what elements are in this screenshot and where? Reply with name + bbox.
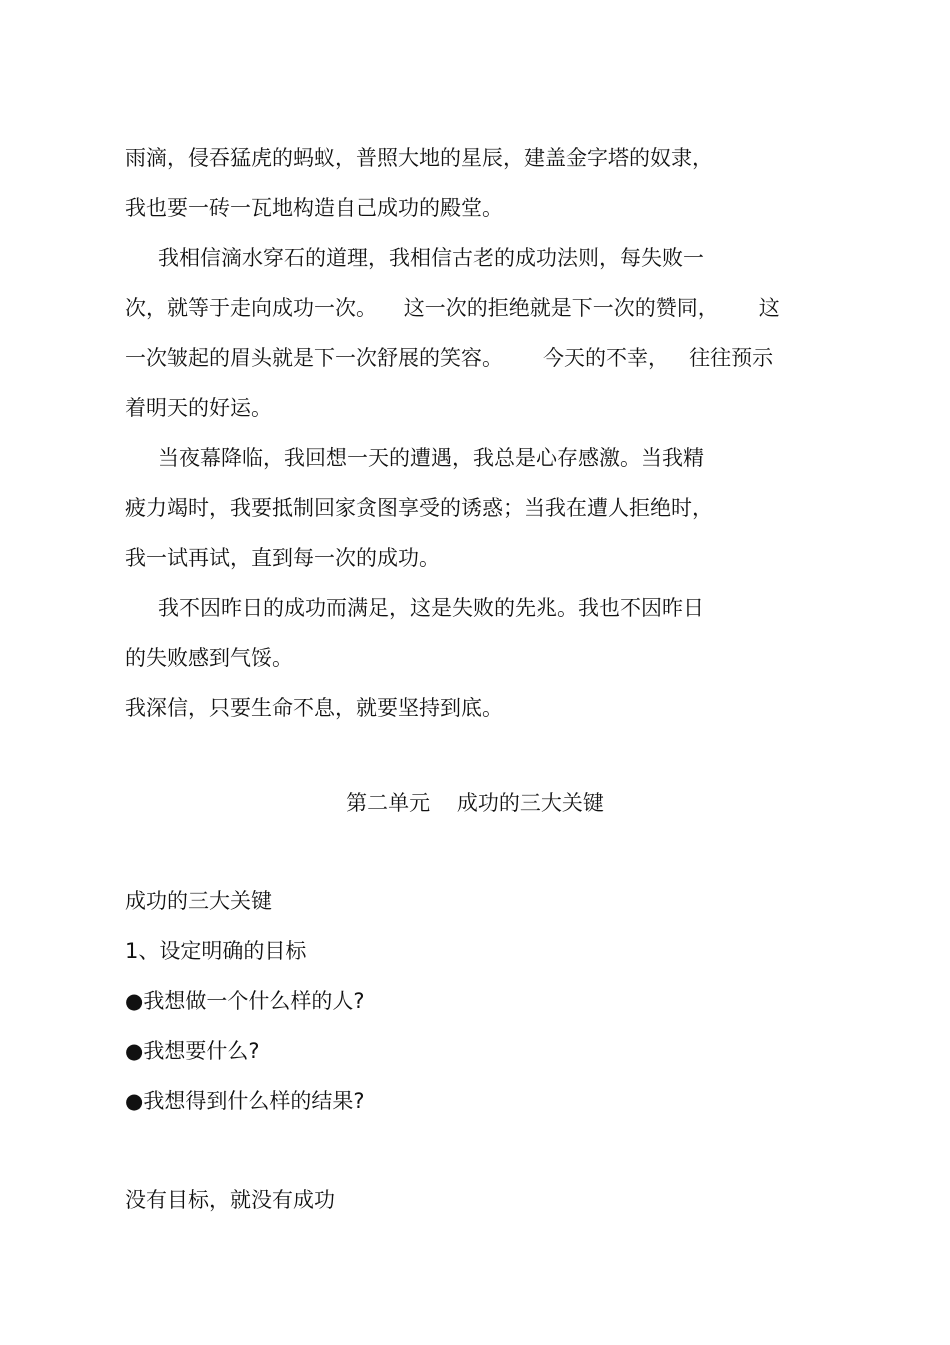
bullet-item: ●我想做一个什么样的人?: [125, 989, 365, 1013]
paragraph-line: 当夜幕降临，我回想一天的遭遇，我总是心存感激。当我精: [158, 446, 704, 470]
paragraph-line: 雨滴，侵吞猛虎的蚂蚁，普照大地的星辰，建盖金字塔的奴隶，: [125, 146, 713, 170]
paragraph-line: 我深信，只要生命不息，就要坚持到底。: [125, 696, 503, 720]
section-heading: 第二单元 成功的三大关键: [346, 791, 604, 815]
paragraph-line: 着明天的好运。: [125, 396, 272, 420]
bullet-item: ●我想得到什么样的结果?: [125, 1089, 365, 1113]
section-subheading: 成功的三大关键: [125, 889, 272, 913]
bullet-item: ●我想要什么?: [125, 1039, 260, 1063]
closing-line: 没有目标，就没有成功: [125, 1188, 335, 1212]
item-title: 1、设定明确的目标: [125, 939, 307, 963]
paragraph-line: 我不因昨日的成功而满足，这是失败的先兆。我也不因昨日: [158, 596, 704, 620]
paragraph-line: 一次皱起的眉头就是下一次舒展的笑容。 今天的不幸， 往往预示: [125, 346, 774, 370]
paragraph-line: 次，就等于走向成功一次。 这一次的拒绝就是下一次的赞同， 这: [125, 296, 780, 320]
paragraph-line: 我也要一砖一瓦地构造自己成功的殿堂。: [125, 196, 503, 220]
paragraph-line: 的失败感到气馁。: [125, 646, 293, 670]
paragraph-line: 我相信滴水穿石的道理，我相信古老的成功法则，每失败一: [158, 246, 704, 270]
paragraph-line: 疲力竭时，我要抵制回家贪图享受的诱惑；当我在遭人拒绝时，: [125, 496, 713, 520]
paragraph-line: 我一试再试，直到每一次的成功。: [125, 546, 440, 570]
